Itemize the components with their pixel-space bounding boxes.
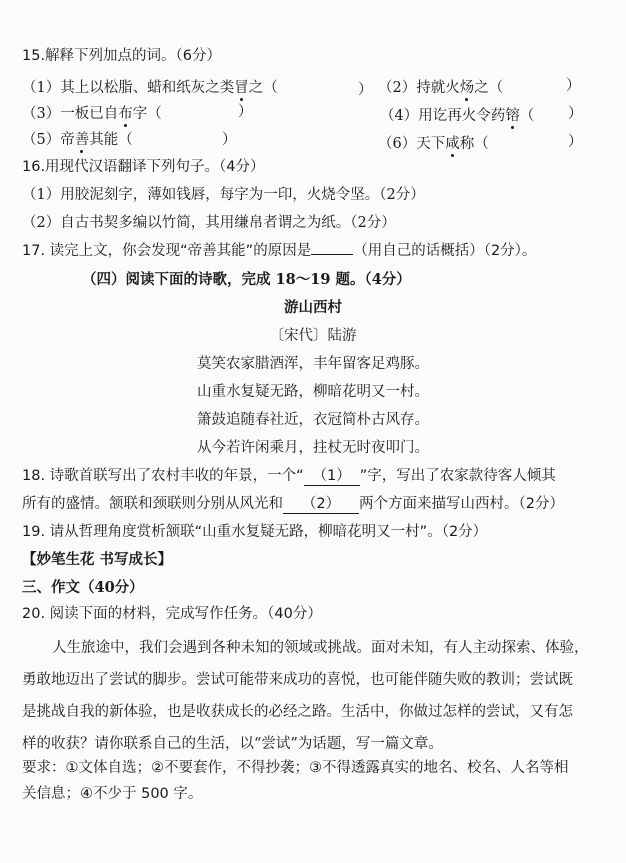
q15-item-3-dotted-word: 布 — [118, 106, 133, 122]
q15-item-1-dotted-word: 冒 — [234, 80, 249, 96]
q17-answer-blank[interactable] — [311, 254, 353, 255]
q20-requirements-line-2: 关信息；④不少于 500 字。 — [22, 786, 203, 802]
q15-item-6 — [378, 134, 489, 154]
section-banner: 【妙笔生花 书写成长】 — [22, 551, 173, 568]
q15-item-6-dotted-word: 咸 — [445, 136, 460, 152]
poem-author: 〔宋代〕陆游 — [269, 328, 357, 344]
q15-item-4-pre: （4）用讫再火令药 — [380, 108, 506, 124]
q15-item-3-pre: （3）一板已自 — [22, 106, 119, 122]
q15-item-2-dotted-word: 炀 — [459, 80, 475, 96]
part-3-heading: 三、作文（40分） — [22, 579, 144, 596]
q15-item-5-close: ） — [222, 132, 237, 148]
q16-sentence-2: （2）自古书契多编以竹简，其用缣帛者谓之为纸。（2分） — [22, 215, 396, 231]
q15-item-2-close: ） — [566, 78, 581, 94]
section-4-heading: （四）阅读下面的诗歌，完成 18～19 题。（4分） — [82, 271, 411, 288]
q15-item-3 — [22, 104, 162, 124]
q17-post: （用自己的话概括）（2分）。 — [353, 243, 537, 259]
q15-item-3-close: ） — [238, 104, 253, 120]
q18-line-1-post: ”字，写出了农家款待客人倾其 — [359, 468, 556, 484]
q20-material-line-2: 勇敢地迈出了尝试的脚步。尝试可能带来成功的喜悦，也可能伴随失败的教训；尝试既 — [22, 672, 573, 688]
q15-item-6-post: 称（ — [459, 136, 489, 152]
poem-line-3: 箫鼓追随春社近，衣冠简朴古风存。 — [197, 412, 429, 428]
poem-line-1: 莫笑农家腊酒浑，丰年留客足鸡豚。 — [197, 356, 429, 372]
q15-item-2-pre: （2）持就火 — [378, 80, 460, 96]
q15-item-4 — [380, 106, 534, 126]
q15-item-6-pre: （6）天下 — [378, 136, 446, 152]
q15-item-5-dotted-word: 善 — [74, 132, 90, 148]
q16-title: 16.用现代汉语翻译下列句子。（4分） — [22, 159, 265, 175]
q20-material-line-3: 是挑战自我的新体验，也是收获成长的必经之路。生活中，你做过怎样的尝试，又有怎 — [22, 704, 573, 720]
q15-item-1-pre: （1）其上以松脂、蜡和纸灰之类 — [22, 80, 235, 96]
q20-title: 20. 阅读下面的材料，完成写作任务。（40分） — [22, 606, 322, 622]
q15-item-4-dotted-word: 镕 — [505, 108, 520, 124]
poem-line-4: 从今若许闲乘月，拄杖无时夜叩门。 — [197, 440, 429, 456]
q18-line-1 — [22, 466, 556, 486]
q18-blank-1[interactable]: （1） — [304, 467, 360, 486]
q20-requirements-line-1: 要求：①文体自选；②不要套作，不得抄袭；③不得透露真实的地名、校名、人名等相 — [22, 760, 569, 776]
q15-item-1 — [22, 78, 278, 98]
q15-item-1-close: ） — [358, 82, 373, 98]
poem-title: 游山西村 — [284, 299, 342, 316]
q16-sentence-1: （1）用胶泥刻字，薄如钱唇，每字为一印，火烧令坚。（2分） — [22, 187, 425, 203]
q18-blank-2[interactable]: （2） — [283, 495, 359, 514]
q15-item-6-close: ） — [568, 134, 583, 150]
poem-line-2: 山重水复疑无路，柳暗花明又一村。 — [197, 384, 429, 400]
q18-line-2 — [22, 494, 564, 514]
q19-text: 19. 请从哲理角度赏析颔联“山重水复疑无路，柳暗花明又一村”。（2分） — [22, 524, 488, 540]
q18-line-2-post: 两个方面来描写山西村。（2分） — [359, 496, 564, 512]
q15-item-5 — [22, 130, 133, 150]
q15-item-4-post: （ — [519, 108, 535, 124]
q17-line — [22, 241, 536, 261]
q18-line-1-pre: 18. 诗歌首联写出了农村丰收的年景，一个“ — [22, 468, 304, 484]
q17-pre: 17. 读完上文，你会发现“帝善其能”的原因是 — [22, 243, 312, 259]
q15-item-1-post: 之（ — [248, 80, 278, 96]
q15-item-3-post: 字（ — [132, 106, 162, 122]
q18-line-2-pre: 所有的盛情。颔联和颈联则分别从风光和 — [22, 496, 283, 512]
q15-item-4-close: ） — [568, 106, 583, 122]
q15-title: 15.解释下列加点的词。（6分） — [22, 48, 222, 64]
q15-item-2-post: 之（ — [474, 80, 504, 96]
q15-item-5-post: 其能（ — [89, 132, 133, 148]
q15-item-5-pre: （5）帝 — [22, 132, 75, 148]
q15-item-2 — [378, 78, 503, 98]
q20-material-line-1: 人生旅途中，我们会遇到各种未知的领域或挑战。面对未知，有人主动探索、体验， — [52, 640, 589, 656]
q20-material-line-4: 样的收获？请你联系自己的生活，以“尝试”为话题，写一篇文章。 — [22, 736, 443, 752]
